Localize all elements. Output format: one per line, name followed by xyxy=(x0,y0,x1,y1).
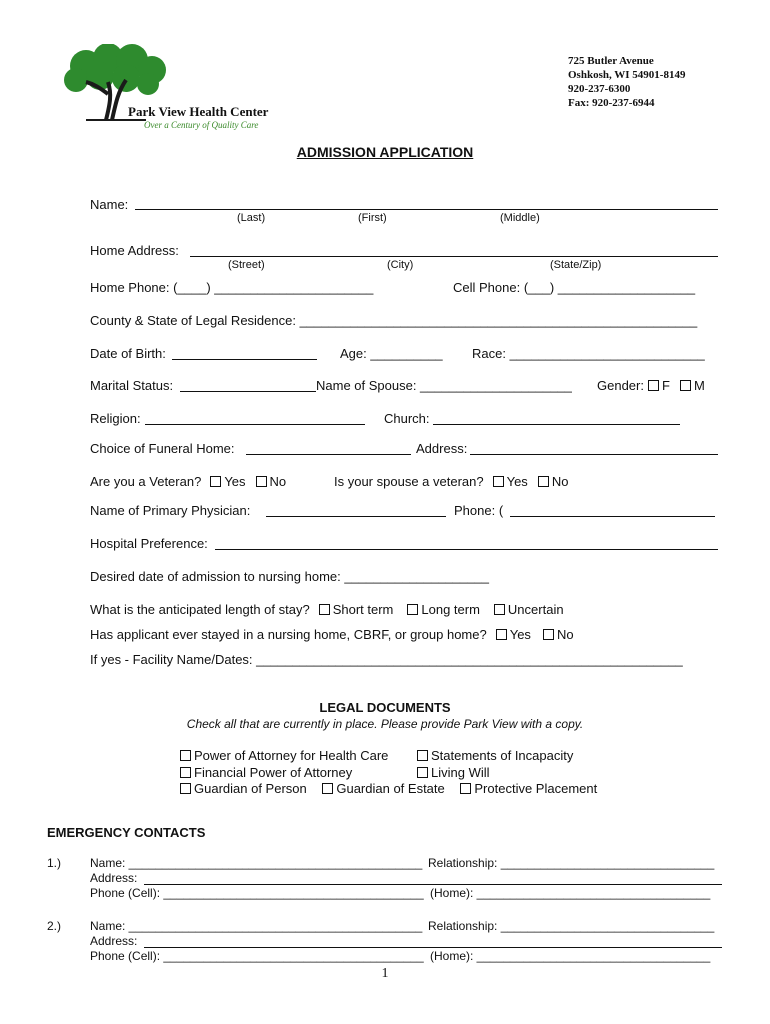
city-caption: (City) xyxy=(387,259,414,271)
contact-2-name[interactable]: Name: ____________________________________________ xyxy=(90,919,423,933)
age-field[interactable]: Age: __________ xyxy=(340,346,443,361)
legal-row-2 xyxy=(178,765,352,780)
gender-f-label: F xyxy=(661,378,670,393)
long-term-checkbox[interactable] xyxy=(407,604,418,615)
uncertain-label: Uncertain xyxy=(507,602,564,617)
spouse-veteran-no-label: No xyxy=(551,474,569,489)
first-caption: (First) xyxy=(358,212,387,224)
physician-label: Name of Primary Physician: xyxy=(90,503,251,518)
gender-f-checkbox[interactable] xyxy=(648,380,659,391)
guardian-person-checkbox[interactable] xyxy=(180,783,191,794)
stayed-yes-checkbox[interactable] xyxy=(496,629,507,640)
stayed-no-label: No xyxy=(556,627,574,642)
spouse-veteran-no-checkbox[interactable] xyxy=(538,476,549,487)
stayed-question: Has applicant ever stayed in a nursing home, CBRF, or group home? xyxy=(90,627,487,642)
legal-row-2b xyxy=(413,765,490,780)
spouse-veteran-question: Is your spouse a veteran? xyxy=(334,474,484,489)
county-field[interactable]: County & State of Legal Residence: _______________________________________________________ xyxy=(90,313,698,328)
home-address-label: Home Address: xyxy=(90,243,179,258)
gender-m-label: M xyxy=(693,378,705,393)
contact-2-address-field[interactable] xyxy=(144,947,722,948)
veteran-yes-label: Yes xyxy=(224,474,246,489)
contact-1-number: 1.) xyxy=(47,856,62,870)
financial-poa-checkbox[interactable] xyxy=(180,767,191,778)
guardian-estate-label: Guardian of Estate xyxy=(336,781,445,796)
poa-health-checkbox[interactable] xyxy=(180,750,191,761)
veteran-no-checkbox[interactable] xyxy=(256,476,267,487)
guardian-estate-checkbox[interactable] xyxy=(322,783,333,794)
gender-m-checkbox[interactable] xyxy=(680,380,691,391)
veteran-no-label: No xyxy=(269,474,287,489)
incapacity-checkbox[interactable] xyxy=(417,750,428,761)
short-term-checkbox[interactable] xyxy=(319,604,330,615)
state-zip-caption: (State/Zip) xyxy=(550,259,602,271)
name-field[interactable] xyxy=(135,209,718,210)
funeral-field[interactable] xyxy=(246,454,411,455)
living-will-checkbox[interactable] xyxy=(417,767,428,778)
contact-1-relationship[interactable]: Relationship: ________________________________ xyxy=(428,856,715,870)
poa-health-label: Power of Attorney for Health Care xyxy=(194,748,389,763)
church-label: Church: xyxy=(384,411,430,426)
spouse-veteran-yes-checkbox[interactable] xyxy=(493,476,504,487)
short-term-label: Short term xyxy=(332,602,394,617)
funeral-address-label: Address: xyxy=(416,441,468,456)
veteran-question: Are you a Veteran? xyxy=(90,474,202,489)
cell-phone-field[interactable]: Cell Phone: (___) ___________________ xyxy=(453,280,696,295)
legal-row-1b xyxy=(413,748,573,763)
contact-2-phone-home[interactable]: (Home): ___________________________________ xyxy=(430,949,711,963)
contact-1-address-label: Address: xyxy=(90,871,138,885)
legal-heading: LEGAL DOCUMENTS xyxy=(319,700,451,715)
dob-label: Date of Birth: xyxy=(90,346,166,361)
logo xyxy=(56,44,276,134)
stay-row xyxy=(90,602,564,617)
legal-instructions: Check all that are currently in place. Please provide Park View with a copy. xyxy=(186,717,584,731)
last-caption: (Last) xyxy=(237,212,266,224)
race-field[interactable]: Race: ___________________________ xyxy=(472,346,705,361)
spouse-veteran-yes-label: Yes xyxy=(506,474,528,489)
physician-phone-label: Phone: ( xyxy=(454,503,504,518)
contact-2-phone-cell[interactable]: Phone (Cell): _______________________________________ xyxy=(90,949,424,963)
tagline: Over a Century of Quality Care xyxy=(144,120,259,130)
street-caption: (Street) xyxy=(228,259,265,271)
financial-poa-label: Financial Power of Attorney xyxy=(194,765,353,780)
contact-2-number: 2.) xyxy=(47,919,62,933)
legal-row-1 xyxy=(178,748,388,763)
address-line: Fax: 920-237-6944 xyxy=(568,97,655,109)
spouse-field[interactable]: Name of Spouse: _____________________ xyxy=(316,378,572,393)
stayed-row xyxy=(90,627,574,642)
religion-label: Religion: xyxy=(90,411,141,426)
address-line: 920-237-6300 xyxy=(568,83,631,95)
middle-caption: (Middle) xyxy=(500,212,540,224)
incapacity-label: Statements of Incapacity xyxy=(431,748,574,763)
physician-phone-field[interactable] xyxy=(510,516,715,517)
long-term-label: Long term xyxy=(421,602,480,617)
gender-label: Gender: xyxy=(597,378,644,393)
admission-date-field[interactable]: Desired date of admission to nursing home: ____________________ xyxy=(90,569,489,584)
veteran-row xyxy=(90,474,286,489)
page-number: 1 xyxy=(381,966,389,981)
contact-2-relationship[interactable]: Relationship: ________________________________ xyxy=(428,919,715,933)
hospital-label: Hospital Preference: xyxy=(90,536,208,551)
emergency-heading: EMERGENCY CONTACTS xyxy=(47,825,206,840)
home-address-field[interactable] xyxy=(190,256,718,257)
home-phone-field[interactable]: Home Phone: (____) ______________________ xyxy=(90,280,374,295)
physician-field[interactable] xyxy=(266,516,446,517)
stayed-yes-label: Yes xyxy=(509,627,531,642)
contact-1-phone-home[interactable]: (Home): ___________________________________ xyxy=(430,886,711,900)
guardian-person-label: Guardian of Person xyxy=(194,781,307,796)
funeral-address-field[interactable] xyxy=(470,454,718,455)
contact-2-address-label: Address: xyxy=(90,934,138,948)
org-name: Park View Health Center xyxy=(128,104,269,119)
legal-row-3 xyxy=(178,781,597,796)
uncertain-checkbox[interactable] xyxy=(494,604,505,615)
hospital-field[interactable] xyxy=(215,549,718,550)
facility-field[interactable]: If yes - Facility Name/Dates: ___________________________________________________________ xyxy=(90,652,683,667)
stayed-no-checkbox[interactable] xyxy=(543,629,554,640)
name-label: Name: xyxy=(90,197,129,212)
spouse-veteran-row xyxy=(334,474,568,489)
address-line: 725 Butler Avenue xyxy=(568,55,654,67)
marital-field[interactable] xyxy=(180,391,316,392)
religion-field[interactable] xyxy=(145,424,365,425)
stay-question: What is the anticipated length of stay? xyxy=(90,602,310,617)
protective-label: Protective Placement xyxy=(474,781,598,796)
veteran-yes-checkbox[interactable] xyxy=(210,476,221,487)
address-block xyxy=(568,54,685,110)
church-field[interactable] xyxy=(433,424,680,425)
living-will-label: Living Will xyxy=(431,765,490,780)
protective-checkbox[interactable] xyxy=(460,783,471,794)
contact-1-name[interactable]: Name: ____________________________________________ xyxy=(90,856,423,870)
contact-1-address-field[interactable] xyxy=(144,884,722,885)
dob-field[interactable] xyxy=(172,359,317,360)
gender-group xyxy=(597,378,705,393)
contact-1-phone-cell[interactable]: Phone (Cell): _______________________________________ xyxy=(90,886,424,900)
funeral-label: Choice of Funeral Home: xyxy=(90,441,235,456)
address-line: Oshkosh, WI 54901-8149 xyxy=(568,69,686,81)
marital-label: Marital Status: xyxy=(90,378,174,393)
form-title: ADMISSION APPLICATION xyxy=(296,144,474,160)
